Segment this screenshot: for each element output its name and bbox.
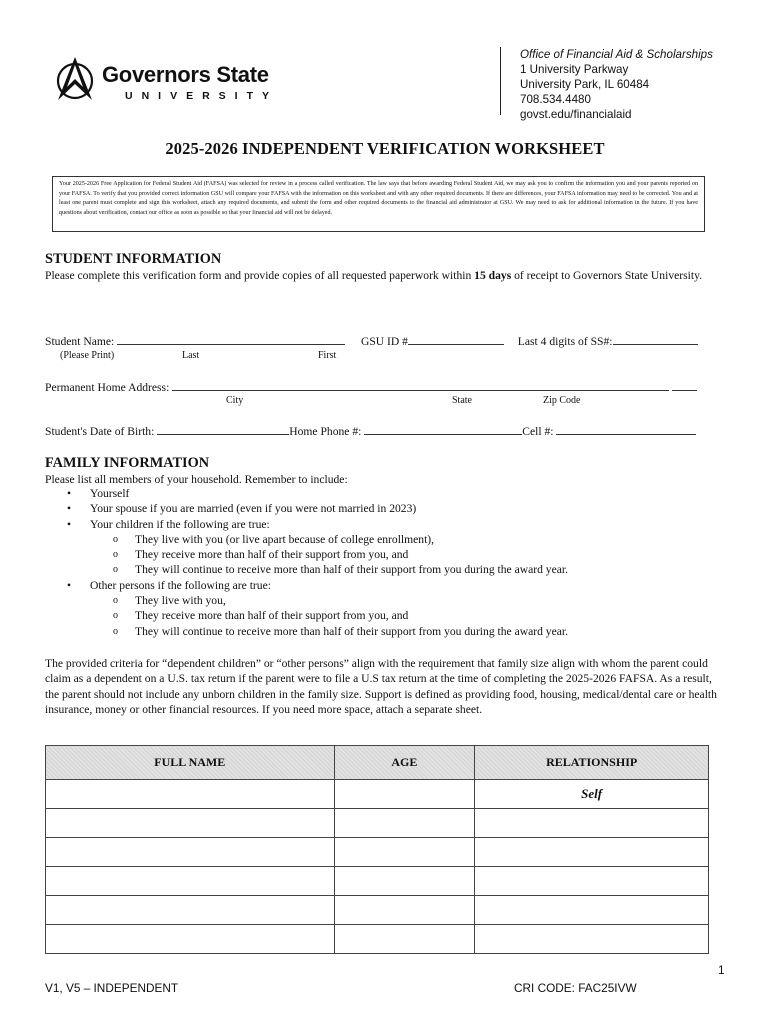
table-row <box>46 925 709 954</box>
list-item: o They live with you, <box>45 593 568 608</box>
address-row <box>45 380 697 394</box>
table-row <box>46 867 709 896</box>
relationship-cell[interactable] <box>475 838 709 867</box>
name-cell[interactable] <box>46 809 335 838</box>
list-item: o They receive more than half of their support from you, and <box>45 608 568 623</box>
gsu-id-label: GSU ID # <box>360 335 408 348</box>
relationship-cell[interactable] <box>475 925 709 954</box>
address-field-extra[interactable] <box>672 380 697 391</box>
intro-deadline: 15 days <box>474 269 512 282</box>
form-version: V1, V5 – INDEPENDENT <box>45 981 179 995</box>
list-item: o They live with you (or live apart because of college enrollment), <box>45 532 568 547</box>
col-relationship: RELATIONSHIP <box>475 746 709 780</box>
age-cell[interactable] <box>334 925 475 954</box>
family-info-heading: FAMILY INFORMATION <box>45 455 210 471</box>
gsu-id-field[interactable] <box>408 334 504 345</box>
age-cell[interactable] <box>334 809 475 838</box>
student-info-intro <box>45 268 720 284</box>
list-item: • Your children if the following are true: <box>45 517 568 532</box>
office-web: govst.edu/financialaid <box>520 108 632 121</box>
family-info-intro: Please list all members of your household. Remember to include: <box>45 473 348 486</box>
office-city: University Park, IL 60484 <box>520 78 650 91</box>
please-print-label: (Please Print) <box>60 350 115 361</box>
student-name-field[interactable] <box>117 334 345 345</box>
gsu-logo <box>52 54 292 108</box>
household-criteria-list <box>45 486 568 639</box>
table-row <box>46 780 709 809</box>
student-name-row <box>45 334 698 348</box>
home-phone-field[interactable] <box>364 424 522 435</box>
home-phone-label: Home Phone #: <box>289 425 362 438</box>
name-cell[interactable] <box>46 896 335 925</box>
ssn-label: Last 4 digits of SS#: <box>517 335 613 348</box>
ssn-field[interactable] <box>613 334 698 345</box>
student-name-label: Student Name: <box>45 335 115 348</box>
name-cell[interactable] <box>46 838 335 867</box>
zip-label: Zip Code <box>543 395 581 406</box>
household-table <box>45 745 709 954</box>
age-cell[interactable] <box>334 896 475 925</box>
list-item: • Yourself <box>45 486 568 501</box>
age-cell[interactable] <box>334 867 475 896</box>
name-cell[interactable] <box>46 780 335 809</box>
gsu-logo-mark-icon <box>52 54 98 104</box>
list-item: o They receive more than half of their support from you, and <box>45 547 568 562</box>
last-name-label: Last <box>182 350 200 361</box>
col-age: AGE <box>334 746 475 780</box>
list-item: • Other persons if the following are true: <box>45 578 568 593</box>
list-item: o They will continue to receive more than half of their support from you during the award year. <box>45 562 568 577</box>
relationship-cell[interactable] <box>475 809 709 838</box>
dob-label: Student's Date of Birth: <box>45 425 155 438</box>
table-header-row <box>46 746 709 780</box>
student-info-heading: STUDENT INFORMATION <box>45 251 222 267</box>
age-cell[interactable] <box>334 780 475 809</box>
relationship-cell: Self <box>475 780 709 809</box>
dob-field[interactable] <box>157 424 289 435</box>
header-divider <box>500 47 501 115</box>
cell-field[interactable] <box>556 424 696 435</box>
logo-subtitle: UNIVERSITY <box>125 90 279 102</box>
address-label: Permanent Home Address: <box>45 381 170 394</box>
office-phone: 708.534.4480 <box>520 93 591 106</box>
page-number: 1 <box>718 963 725 977</box>
verification-notice: Your 2025-2026 Free Application for Federal Student Aid (FAFSA) was selected for review in a process called verification. The law says that before awarding Federal Student Aid, we may ask you to confirm the information you and your parents reported on your FAFSA. To verify that you provided correct information GSU will compare your FAFSA with the information on this worksheet and with any other required documents. If there are differences, your FAFSA information may need to be corrected. You and at least one parent must complete and sign this worksheet, attach any required documents, and submit the form and other required documents to the financial aid administrator at GSU. We may need to ask for additional information in the future. If you have questions about verification, contact our office as soon as possible so that your financial aid will not be delayed. <box>52 176 705 232</box>
table-row <box>46 896 709 925</box>
intro-text: Please complete this verification form and provide copies of all requested paperwork within <box>45 269 475 282</box>
office-street: 1 University Parkway <box>520 63 629 76</box>
cri-code: CRI CODE: FAC25IVW <box>514 981 637 995</box>
col-full-name: FULL NAME <box>46 746 335 780</box>
name-cell[interactable] <box>46 867 335 896</box>
address-field[interactable] <box>172 380 669 391</box>
state-label: State <box>452 395 472 406</box>
office-name: Office of Financial Aid & Scholarships <box>520 48 713 61</box>
first-name-label: First <box>318 350 337 361</box>
logo-name: Governors State <box>102 62 269 87</box>
office-address-block <box>520 47 713 122</box>
list-item: o They will continue to receive more than half of their support from you during the award year. <box>45 624 568 639</box>
age-cell[interactable] <box>334 838 475 867</box>
relationship-cell[interactable] <box>475 896 709 925</box>
document-title: 2025-2026 INDEPENDENT VERIFICATION WORKSHEET <box>165 139 605 158</box>
intro-text-end: of receipt to Governors State University. <box>511 269 703 282</box>
relationship-cell[interactable] <box>475 867 709 896</box>
table-row <box>46 809 709 838</box>
family-size-criteria: The provided criteria for “dependent children” or “other persons” align with the requirement that family size align with whom the parent could claim as a dependent on a U.S. tax return if the parent were to file a U.S tax return at the time of completing the 2025-2026 FAFSA. As a result, the parent should not include any unborn children in the family size. Support is defined as providing food, housing, medical/dental care or health insurance, money or other financial resources. If you need more space, attach a separate sheet. <box>45 657 717 717</box>
cell-label: Cell #: <box>522 425 554 438</box>
dob-phone-row <box>45 424 696 438</box>
table-row <box>46 838 709 867</box>
name-cell[interactable] <box>46 925 335 954</box>
city-label: City <box>226 395 244 406</box>
list-item: • Your spouse if you are married (even if you were not married in 2023) <box>45 501 568 516</box>
